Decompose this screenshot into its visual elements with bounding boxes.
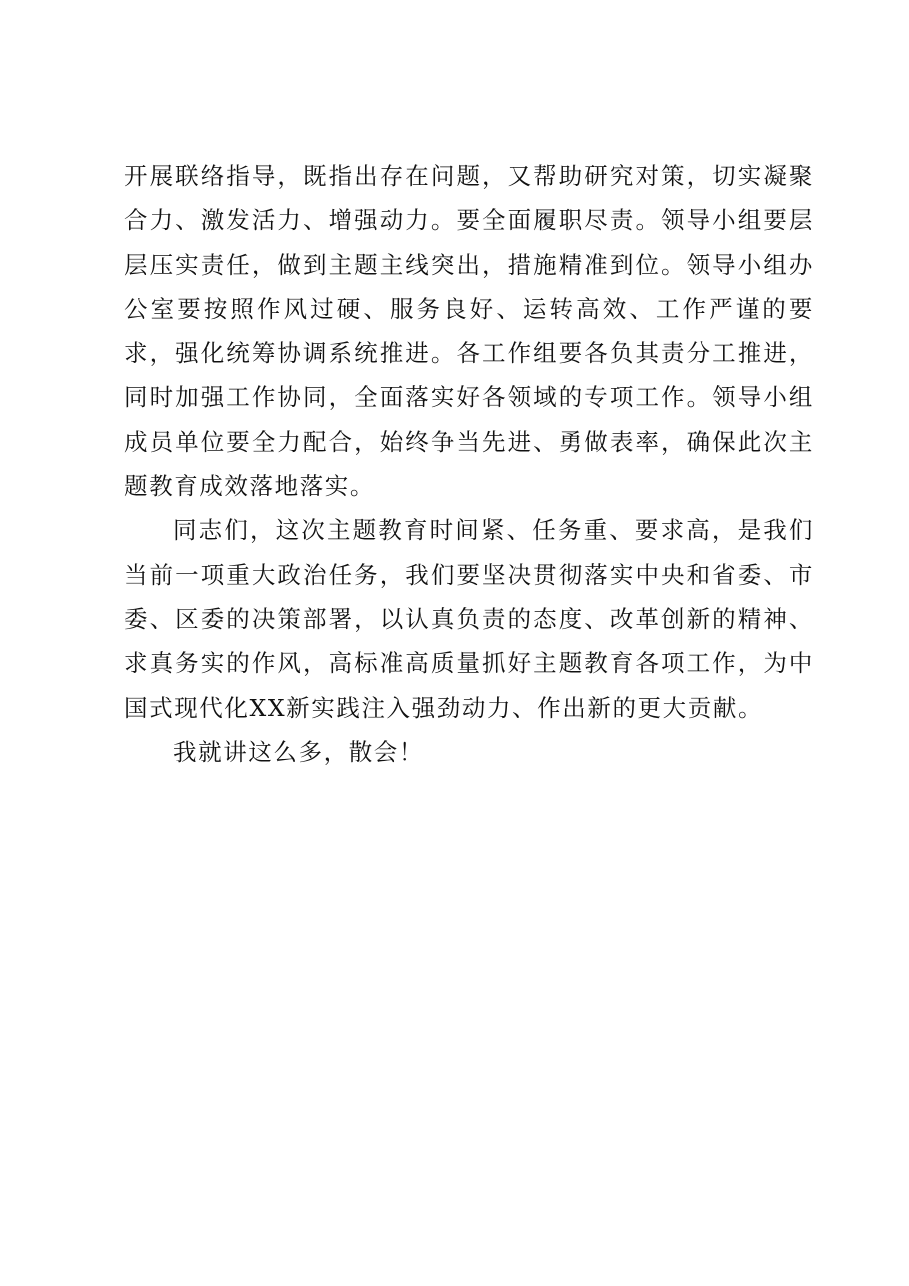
paragraph-adjourn: 我就讲这么多，散会！ (173, 737, 424, 766)
paragraph-continuation: 开展联络指导，既指出存在问题，又帮助研究对策，切实凝聚合力、激发活力、增强动力。要全面履职尽责。领导小组要层层压实责任，做到主题主线突出，措施精准到位。领导小组办公室要按照作风过硬、服务良好、运转高效、工作严谨的要求，强化统筹协调系统推进。各工作组要各负其责分工推进，同时加强工作协同，全面落实好各领域的专项工作。领导小组成员单位要全力配合，始终争当先进、勇做表率，确保此次主题教育成效落地落实。 (124, 162, 814, 501)
document-body (124, 154, 814, 774)
paragraph-closing-remarks: 同志们，这次主题教育时间紧、任务重、要求高，是我们当前一项重大政治任务，我们要坚决贯彻落实中央和省委、市委、区委的决策部署，以认真负责的态度、改革创新的精神、求真务实的作风，高标准高质量抓好主题教育各项工作，为中国式现代化XX新实践注入强劲动力、作出新的更大贡献。 (124, 516, 814, 722)
